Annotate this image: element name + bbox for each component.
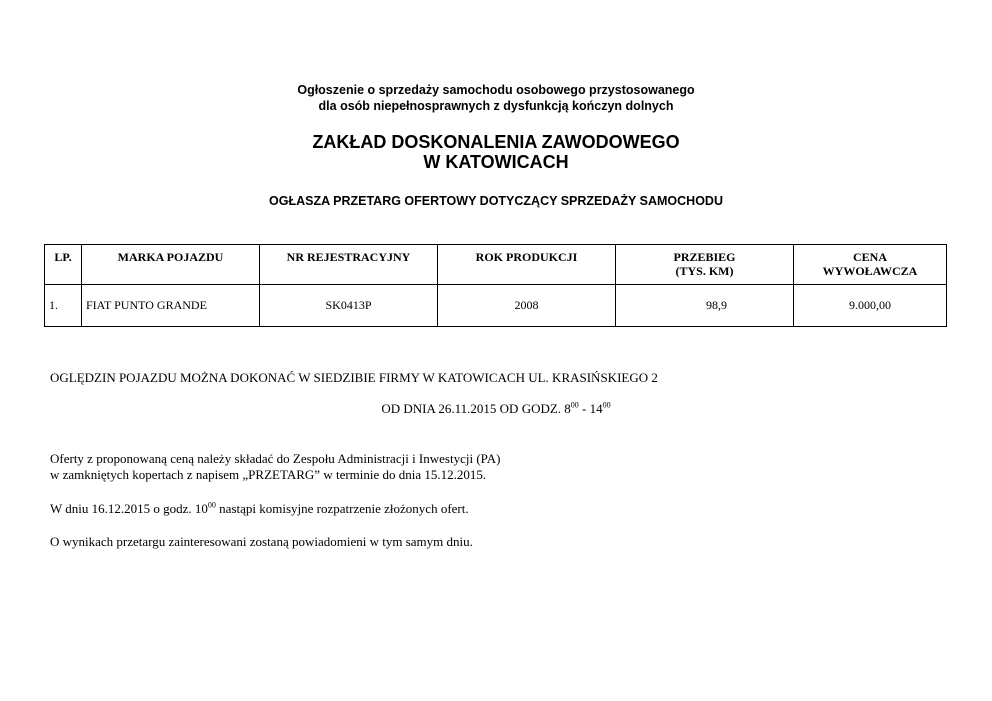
table-header-row [45, 245, 947, 285]
subtitle-line-1: Ogłoszenie o sprzedaży samochodu osobowego przystosowanego [297, 83, 695, 97]
opening-notice [50, 501, 469, 517]
cell-lp: 1. [45, 285, 82, 327]
col-header-mileage [616, 245, 794, 285]
opening-superscript: 00 [207, 500, 216, 510]
title-line-1: ZAKŁAD DOSKONALENIA ZAWODOWEGO [312, 132, 680, 152]
col-header-brand: MARKA POJAZDU [82, 245, 260, 285]
tender-heading: OGŁASZA PRZETARG OFERTOWY DOTYCZĄCY SPRZEDAŻY SAMOCHODU [269, 194, 723, 208]
hours-from-superscript: 00 [570, 400, 579, 410]
hours-prefix: OD DNIA 26.11.2015 OD GODZ. 8 [381, 401, 571, 416]
mileage-header-line-2: (TYS. KM) [675, 264, 734, 278]
col-header-year: ROK PRODUKCJI [438, 245, 616, 285]
announcement-subtitle [0, 82, 992, 114]
hours-dash: - 14 [578, 401, 603, 416]
inspection-hours [0, 401, 992, 417]
results-notice: O wynikach przetargu zainteresowani zostaną powiadomieni w tym samym dniu. [50, 534, 473, 549]
cell-year: 2008 [438, 285, 616, 327]
price-header-line-2: WYWOŁAWCZA [822, 264, 918, 278]
opening-suffix: nastąpi komisyjne rozpatrzenie złożonych ofert. [215, 501, 469, 516]
hours-to-superscript: 00 [602, 400, 611, 410]
col-header-price [794, 245, 947, 285]
cell-brand: FIAT PUNTO GRANDE [82, 285, 260, 327]
cell-registration: SK0413P [260, 285, 438, 327]
cell-price: 9.000,00 [794, 285, 947, 327]
table-row [45, 285, 947, 327]
mileage-header-line-1: PRZEBIEG [673, 250, 736, 264]
cell-mileage: 98,9 [616, 285, 794, 327]
title-line-2: W KATOWICACH [423, 152, 569, 172]
price-header-line-1: CENA [852, 250, 887, 264]
offers-line-1: Oferty z proponowaną ceną należy składać do Zespołu Administracji i Inwestycji (PA) [50, 451, 501, 466]
inspection-location: OGLĘDZIN POJAZDU MOŻNA DOKONAĆ W SIEDZIBIE FIRMY W KATOWICACH UL. KRASIŃSKIEGO 2 [50, 370, 658, 385]
col-header-lp: LP. [45, 245, 82, 285]
col-header-registration: NR REJESTRACYJNY [260, 245, 438, 285]
offers-instructions [50, 451, 500, 483]
subtitle-line-2: dla osób niepełnosprawnych z dysfunkcją kończyn dolnych [318, 99, 674, 113]
offers-line-2: w zamkniętych kopertach z napisem „PRZETARG” w terminie do dnia 15.12.2015. [50, 467, 487, 482]
vehicle-table [44, 244, 947, 327]
opening-prefix: W dniu 16.12.2015 o godz. 10 [50, 501, 208, 516]
organization-title [0, 132, 992, 172]
